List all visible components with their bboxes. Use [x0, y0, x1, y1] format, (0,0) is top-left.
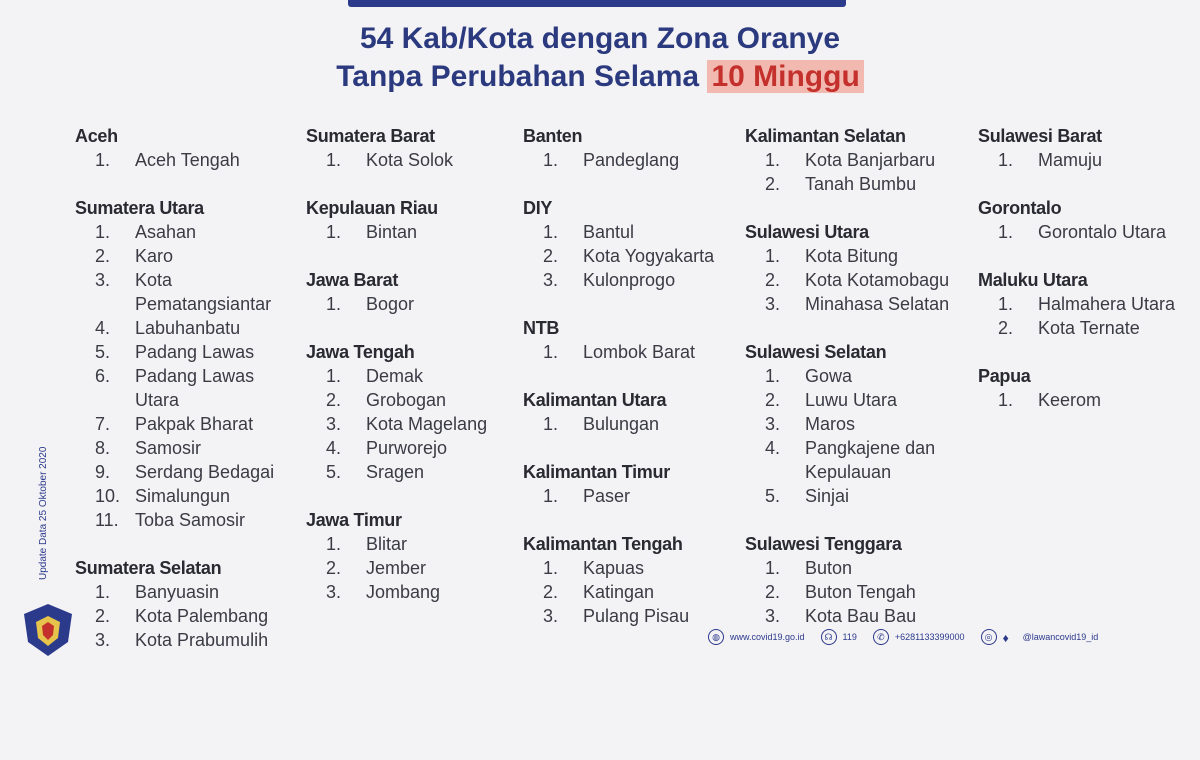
- province-group: [978, 196, 1178, 244]
- province-heading: Sumatera Utara: [75, 198, 204, 218]
- whatsapp-icon: ✆: [873, 629, 889, 645]
- province-group: [75, 556, 295, 652]
- list-item: [523, 604, 738, 628]
- list-item-number: 3.: [543, 270, 559, 290]
- province-group: [75, 196, 295, 532]
- list-item-number: 2.: [543, 246, 559, 266]
- list-item-number: 10.: [95, 486, 121, 506]
- province-group: [523, 388, 738, 436]
- list-item-number: 1.: [543, 558, 559, 578]
- province-heading: Kalimantan Tengah: [523, 534, 683, 554]
- list-item: [745, 364, 973, 388]
- list-item-number: 1.: [95, 222, 111, 242]
- list-item-number: 4.: [326, 438, 342, 458]
- list-item: [306, 220, 511, 244]
- province-heading: Gorontalo: [978, 198, 1062, 218]
- list-item: [745, 244, 973, 268]
- list-item-name: Aceh Tengah: [135, 150, 240, 170]
- list-item: [75, 508, 295, 532]
- province-group: [306, 196, 511, 244]
- list-item: [745, 436, 973, 484]
- list-item-number: 2.: [95, 246, 111, 266]
- list-item-name: Buton Tengah: [805, 582, 916, 602]
- list-item-name: Serdang Bedagai: [135, 462, 275, 482]
- list-item: [745, 556, 973, 580]
- list-item-name: Simalungun: [135, 486, 231, 506]
- list-item: [306, 412, 511, 436]
- list-item-name: Bulungan: [583, 414, 660, 434]
- list-item: [523, 148, 738, 172]
- province-heading: Sulawesi Tenggara: [745, 534, 902, 554]
- list-item-number: 3.: [765, 606, 781, 626]
- list-item-name: Bintan: [366, 222, 418, 242]
- list-item-number: 1.: [543, 486, 559, 506]
- list-item-name: Kulonprogo: [583, 270, 676, 290]
- list-item-number: 9.: [95, 462, 111, 482]
- province-group: [745, 340, 973, 508]
- list-item-number: 3.: [95, 270, 111, 290]
- list-item-name: Lombok Barat: [583, 342, 696, 362]
- list-item-number: 8.: [95, 438, 111, 458]
- list-item-name: Sinjai: [805, 486, 850, 506]
- province-heading: Papua: [978, 366, 1031, 386]
- list-item-number: 4.: [765, 438, 781, 458]
- list-item-number: 1.: [765, 558, 781, 578]
- list-item: [75, 148, 295, 172]
- list-item: [306, 436, 511, 460]
- province-heading: Sulawesi Utara: [745, 222, 869, 242]
- footer-contacts: [698, 629, 1098, 645]
- page-title: [0, 20, 1200, 96]
- list-item: [75, 364, 295, 412]
- list-item: [523, 244, 738, 268]
- province-group: [523, 196, 738, 292]
- column-3: [523, 124, 738, 652]
- list-item: [523, 580, 738, 604]
- list-item: [978, 220, 1178, 244]
- list-item-number: 1.: [998, 222, 1014, 242]
- list-item-name: Asahan: [135, 222, 197, 242]
- list-item: [523, 556, 738, 580]
- list-item: [306, 148, 511, 172]
- footer-website[interactable]: www.covid19.go.id: [730, 632, 805, 642]
- list-item-name: Kota Prabumulih: [135, 630, 269, 650]
- province-heading: Aceh: [75, 126, 118, 146]
- list-item-number: 6.: [95, 366, 111, 386]
- list-item-name: Gowa: [805, 366, 853, 386]
- list-item: [75, 268, 295, 316]
- province-heading: Banten: [523, 126, 583, 146]
- list-item-name: Paser: [583, 486, 631, 506]
- globe-icon: ◍: [708, 629, 724, 645]
- list-item-name: Buton: [805, 558, 853, 578]
- province-heading: Sulawesi Barat: [978, 126, 1102, 146]
- list-item-name: Pangkajene dan Kepulauan: [805, 438, 936, 482]
- list-item: [306, 292, 511, 316]
- twitter-icon: ♦: [1002, 631, 1009, 645]
- title-line-1: 54 Kab/Kota dengan Zona Oranye: [359, 22, 841, 55]
- list-item: [75, 604, 295, 628]
- list-item: [75, 460, 295, 484]
- province-group: [745, 124, 973, 196]
- list-item: [75, 580, 295, 604]
- province-group: [523, 124, 738, 172]
- list-item-name: Demak: [366, 366, 424, 386]
- list-item: [306, 388, 511, 412]
- list-item-name: Padang Lawas: [135, 342, 255, 362]
- list-item-name: Kota Bitung: [805, 246, 899, 266]
- list-item-number: 1.: [543, 150, 559, 170]
- title-highlight: 10 Minggu: [707, 60, 863, 93]
- list-item: [745, 388, 973, 412]
- list-item-name: Kota Palembang: [135, 606, 269, 626]
- list-item: [745, 148, 973, 172]
- column-5: [978, 124, 1178, 436]
- list-item: [745, 172, 973, 196]
- list-item-number: 1.: [326, 150, 342, 170]
- list-item-number: 2.: [998, 318, 1014, 338]
- list-item-name: Padang Lawas Utara: [135, 366, 255, 410]
- list-item: [523, 268, 738, 292]
- list-item: [306, 364, 511, 388]
- list-item: [75, 244, 295, 268]
- province-heading: Maluku Utara: [978, 270, 1088, 290]
- list-item: [75, 436, 295, 460]
- list-item-name: Pulang Pisau: [583, 606, 690, 626]
- province-heading: Sumatera Barat: [306, 126, 435, 146]
- list-item-number: 1.: [765, 150, 781, 170]
- top-accent-bar: [348, 0, 846, 7]
- list-item-name: Kota Magelang: [366, 414, 488, 434]
- province-heading: Kepulauan Riau: [306, 198, 438, 218]
- list-item: [75, 316, 295, 340]
- list-item-name: Kota Ternate: [1038, 318, 1140, 338]
- list-item: [75, 484, 295, 508]
- list-item-number: 1.: [95, 150, 111, 170]
- list-item-number: 2.: [326, 390, 342, 410]
- list-item-number: 1.: [543, 222, 559, 242]
- list-item-number: 1.: [326, 534, 342, 554]
- list-item-name: Maros: [805, 414, 856, 434]
- province-group: [306, 340, 511, 484]
- list-item-number: 1.: [765, 246, 781, 266]
- province-heading: Jawa Barat: [306, 270, 399, 290]
- list-item-number: 1.: [326, 294, 342, 314]
- list-item: [75, 412, 295, 436]
- province-heading: Jawa Timur: [306, 510, 402, 530]
- list-item: [306, 580, 511, 604]
- province-heading: Jawa Tengah: [306, 342, 415, 362]
- list-item-name: Kota Solok: [366, 150, 454, 170]
- headset-icon: ☊: [821, 629, 837, 645]
- update-note-text: Update Data 25 Oktober 2020: [38, 446, 49, 580]
- list-item-number: 2.: [543, 582, 559, 602]
- list-item-name: Grobogan: [366, 390, 447, 410]
- list-item: [745, 412, 973, 436]
- province-group: [523, 460, 738, 508]
- list-item: [978, 388, 1178, 412]
- list-item-number: 1.: [95, 582, 111, 602]
- list-item-name: Purworejo: [366, 438, 448, 458]
- list-item-number: 1.: [998, 390, 1014, 410]
- list-item: [745, 580, 973, 604]
- list-item: [75, 340, 295, 364]
- province-group: [306, 508, 511, 604]
- list-item-number: 3.: [326, 582, 342, 602]
- province-group: [978, 364, 1178, 412]
- list-item-number: 1.: [543, 414, 559, 434]
- list-item-number: 3.: [95, 630, 111, 650]
- list-item-name: Mamuju: [1038, 150, 1103, 170]
- province-heading: DIY: [523, 198, 553, 218]
- province-group: [978, 124, 1178, 172]
- list-item-name: Bantul: [583, 222, 635, 242]
- province-group: [306, 124, 511, 172]
- list-item-number: 7.: [95, 414, 111, 434]
- list-item-number: 2.: [765, 390, 781, 410]
- list-item-name: Katingan: [583, 582, 655, 602]
- province-group: [745, 220, 973, 316]
- list-item-number: 2.: [95, 606, 111, 626]
- list-item-number: 4.: [95, 318, 111, 338]
- garuda-logo-icon: [20, 602, 76, 658]
- list-item-name: Tanah Bumbu: [805, 174, 917, 194]
- list-item-name: Halmahera Utara: [1038, 294, 1176, 314]
- list-item: [978, 292, 1178, 316]
- list-item: [75, 220, 295, 244]
- list-item-number: 2.: [326, 558, 342, 578]
- list-item-name: Jember: [366, 558, 427, 578]
- province-group: [745, 532, 973, 628]
- list-item-number: 2.: [765, 582, 781, 602]
- list-item-name: Pakpak Bharat: [135, 414, 254, 434]
- list-item-number: 1.: [998, 150, 1014, 170]
- list-item-name: Gorontalo Utara: [1038, 222, 1167, 242]
- list-item: [745, 292, 973, 316]
- title-line-2: [0, 58, 1200, 96]
- list-item-number: 3.: [765, 294, 781, 314]
- list-item-number: 1.: [543, 342, 559, 362]
- province-heading: Sulawesi Selatan: [745, 342, 887, 362]
- province-group: [978, 268, 1178, 340]
- province-group: [523, 532, 738, 628]
- list-item-name: Toba Samosir: [135, 510, 246, 530]
- list-item: [978, 316, 1178, 340]
- list-item-name: Kapuas: [583, 558, 645, 578]
- list-item-number: 2.: [765, 270, 781, 290]
- list-item-name: Kota Pematangsiantar: [135, 270, 272, 314]
- list-item-name: Kota Yogyakarta: [583, 246, 715, 266]
- list-item: [306, 556, 511, 580]
- list-item-number: 5.: [95, 342, 111, 362]
- list-item-name: Karo: [135, 246, 174, 266]
- list-item-name: Pandeglang: [583, 150, 680, 170]
- instagram-icon: ◎: [981, 629, 997, 645]
- list-item-name: Blitar: [366, 534, 408, 554]
- province-heading: Sumatera Selatan: [75, 558, 222, 578]
- list-item-name: Keerom: [1038, 390, 1102, 410]
- list-item-number: 3.: [543, 606, 559, 626]
- list-item-name: Kota Banjarbaru: [805, 150, 936, 170]
- list-item-number: 1.: [326, 366, 342, 386]
- list-item: [523, 340, 738, 364]
- list-item-name: Labuhanbatu: [135, 318, 241, 338]
- list-item-number: 5.: [765, 486, 781, 506]
- province-heading: Kalimantan Selatan: [745, 126, 906, 146]
- list-item-number: 1.: [998, 294, 1014, 314]
- list-item-name: Luwu Utara: [805, 390, 898, 410]
- list-item-number: 1.: [765, 366, 781, 386]
- footer-social[interactable]: @lawancovid19_id: [1022, 632, 1099, 642]
- list-item: [523, 220, 738, 244]
- list-item-name: Jombang: [366, 582, 441, 602]
- list-item-name: Samosir: [135, 438, 202, 458]
- list-item: [523, 484, 738, 508]
- list-item: [978, 148, 1178, 172]
- list-item-name: Sragen: [366, 462, 425, 482]
- column-2: [306, 124, 511, 628]
- list-item: [523, 412, 738, 436]
- list-item: [75, 628, 295, 652]
- list-item-name: Bogor: [366, 294, 415, 314]
- list-item: [306, 532, 511, 556]
- list-item: [745, 268, 973, 292]
- list-item-number: 2.: [765, 174, 781, 194]
- province-heading: NTB: [523, 318, 560, 338]
- list-item-name: Banyuasin: [135, 582, 220, 602]
- province-group: [75, 124, 295, 172]
- list-item-number: 3.: [326, 414, 342, 434]
- list-item-name: Kota Bau Bau: [805, 606, 917, 626]
- list-item-number: 5.: [326, 462, 342, 482]
- column-4: [745, 124, 973, 652]
- list-item-name: Minahasa Selatan: [805, 294, 950, 314]
- footer-whatsapp: +6281133399000: [894, 632, 965, 642]
- province-heading: Kalimantan Timur: [523, 462, 670, 482]
- list-item-number: 3.: [765, 414, 781, 434]
- list-item-number: 1.: [326, 222, 342, 242]
- column-1: [75, 124, 295, 676]
- title-line-2-text: Tanpa Perubahan Selama: [336, 60, 700, 93]
- list-item-number: 11.: [95, 510, 119, 530]
- list-item: [745, 484, 973, 508]
- list-item: [745, 604, 973, 628]
- province-group: [523, 316, 738, 364]
- footer-hotline: 119: [842, 632, 857, 642]
- province-group: [306, 268, 511, 316]
- province-heading: Kalimantan Utara: [523, 390, 667, 410]
- list-item-name: Kota Kotamobagu: [805, 270, 950, 290]
- list-item: [306, 460, 511, 484]
